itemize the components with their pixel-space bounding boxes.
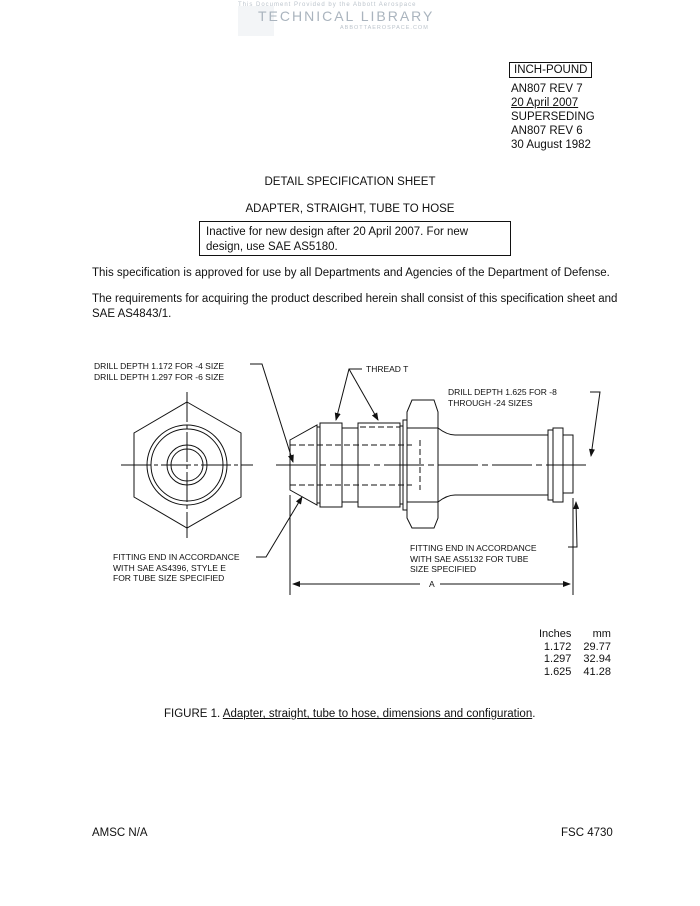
drill-depth-24: THROUGH -24 SIZES [448, 397, 533, 408]
caption-prefix: FIGURE 1. [164, 708, 223, 720]
fitting-left-3: FOR TUBE SIZE SPECIFIED [113, 573, 225, 583]
superseding: SUPERSEDING [511, 111, 595, 123]
cell: 29.77 [583, 640, 611, 653]
table-row [527, 666, 611, 679]
footer-fsc: FSC 4730 [561, 827, 613, 839]
drill-depth-small-label [94, 361, 224, 382]
footer-amsc: AMSC N/A [92, 827, 148, 839]
drill-depth-large-label [448, 387, 557, 408]
drill-depth-8: DRILL DEPTH 1.625 FOR -8 [448, 387, 557, 397]
thread-label: THREAD T [366, 364, 409, 374]
inactive-notice: Inactive for new design after 20 April 2007. For new design, use SAE AS5180. [199, 221, 511, 256]
cell: 1.625 [543, 665, 572, 678]
table-row [527, 653, 611, 666]
header-mm: mm [592, 628, 611, 640]
fitting-left-1: FITTING END IN ACCORDANCE [113, 552, 240, 562]
fitting-right-2: WITH SAE AS5132 FOR TUBE [410, 553, 529, 564]
doc-number: AN807 REV 7 [511, 83, 583, 95]
doc-date: 20 April 2007 [511, 97, 579, 109]
fitting-left-label [113, 552, 240, 584]
cell: 32.94 [583, 653, 611, 665]
side-view-fitting [276, 397, 588, 528]
fitting-right-label [410, 543, 537, 575]
end-view-hex [121, 392, 253, 538]
caption-text: Adapter, straight, tube to hose, dimensions and configuration [222, 708, 533, 720]
table-row [527, 641, 611, 654]
watermark-line1: This Document Provided by the Abbott Aerospace [238, 2, 417, 8]
drill-depth-4: DRILL DEPTH 1.172 FOR -4 SIZE [94, 361, 225, 371]
fitting-left-2: WITH SAE AS4396, STYLE E [113, 562, 226, 573]
doc-title: DETAIL SPECIFICATION SHEET [264, 176, 436, 188]
inch-pound-badge: INCH-POUND [509, 62, 592, 78]
watermark-title: TECHNICAL LIBRARY [258, 8, 435, 24]
previous-date: 30 August 1982 [511, 139, 591, 151]
previous-doc: AN807 REV 6 [511, 125, 583, 137]
conversion-table [527, 628, 611, 678]
cell: 41.28 [583, 665, 611, 678]
requirements-text: The requirements for acquiring the product described herein shall consist of this specification sheet and SAE AS4843/1. [92, 293, 618, 320]
fitting-right-1: FITTING END IN ACCORDANCE [410, 543, 537, 553]
caption-suffix: . [532, 708, 536, 720]
doc-subtitle: ADAPTER, STRAIGHT, TUBE TO HOSE [245, 203, 455, 215]
table-header [527, 628, 611, 641]
header-inches: Inches [539, 628, 572, 640]
watermark-url: ABBOTTAEROSPACE.COM [340, 25, 429, 31]
cell: 1.297 [543, 653, 572, 665]
dimension-a-label: A [429, 579, 435, 589]
cell: 1.172 [543, 640, 572, 653]
figure-caption [164, 708, 535, 720]
drill-depth-6: DRILL DEPTH 1.297 FOR -6 SIZE [94, 371, 225, 382]
fitting-right-3: SIZE SPECIFIED [410, 564, 477, 574]
approval-paragraph: This specification is approved for use by all Departments and Agencies of the Department of Defense. [92, 267, 610, 279]
